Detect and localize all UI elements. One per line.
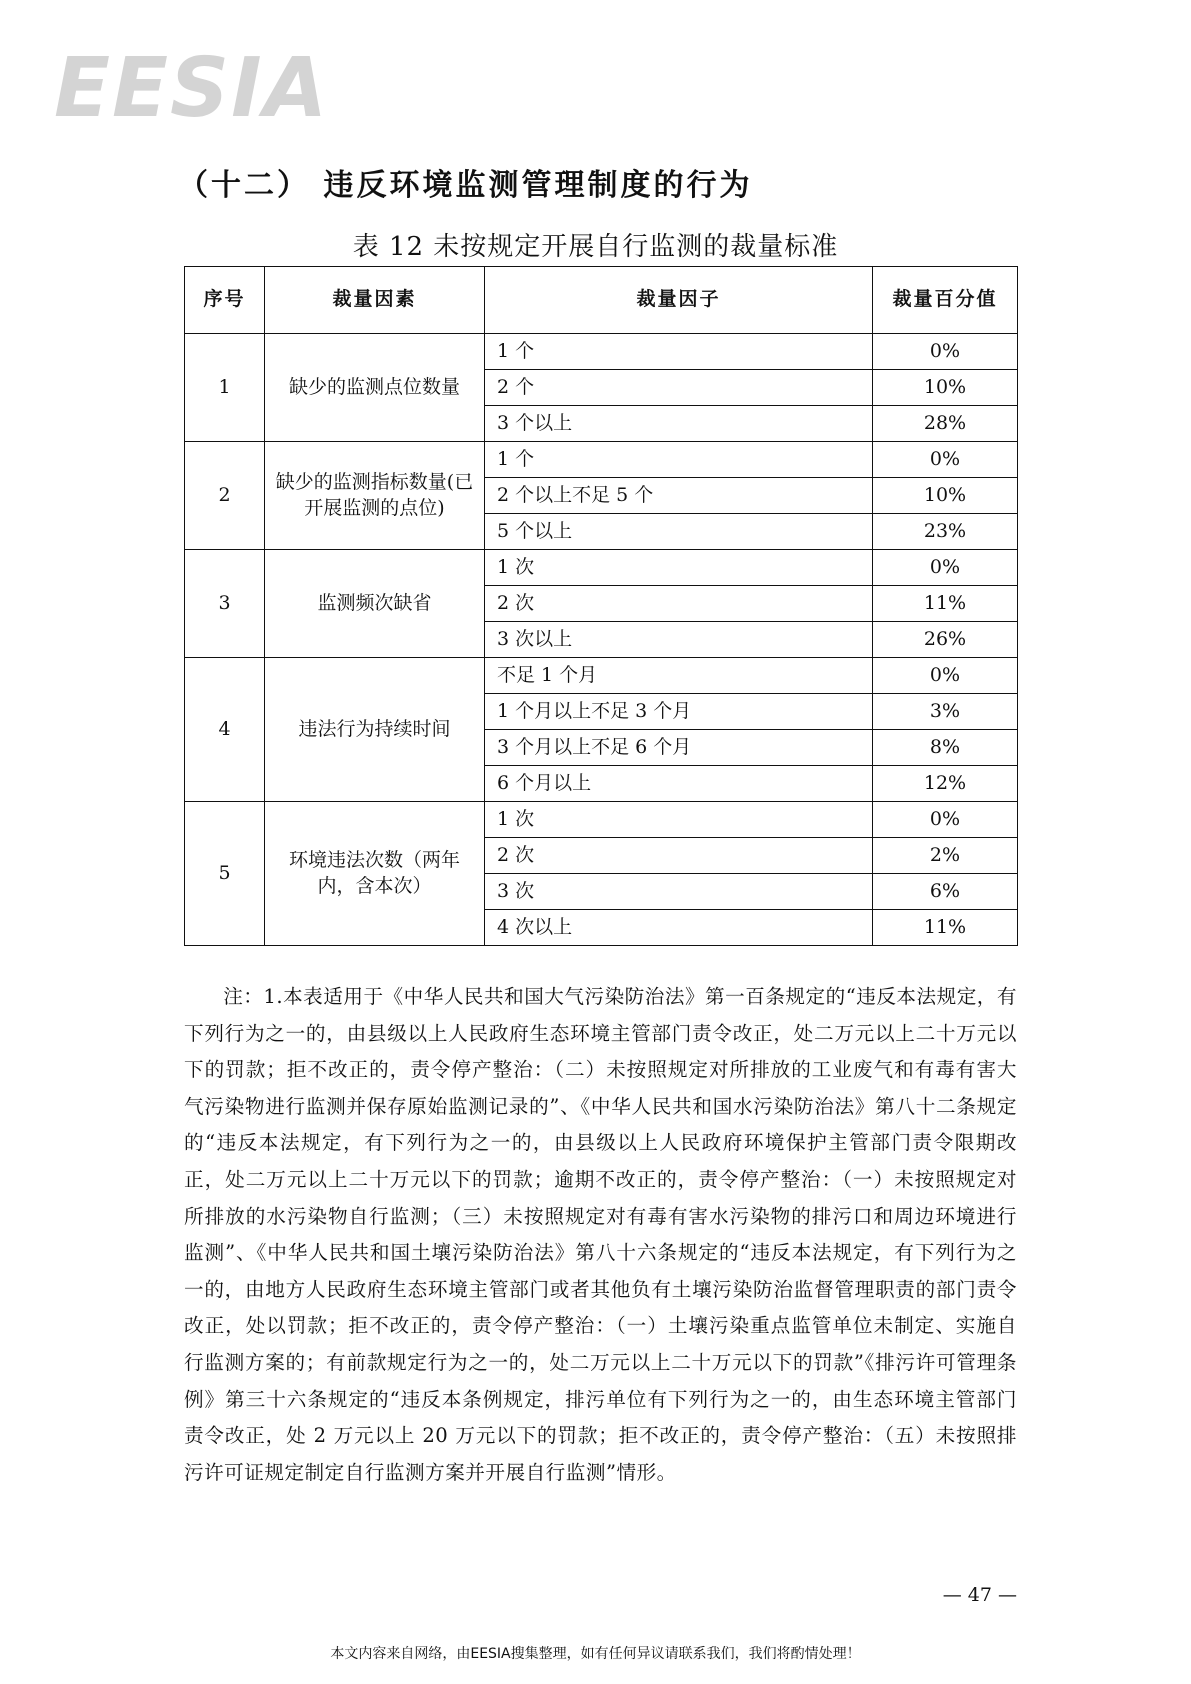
row-seq-number: 5 <box>185 802 265 946</box>
table-row <box>185 658 1018 694</box>
row-sub-factor: 2 个以上不足 5 个 <box>485 478 873 514</box>
row-percentage: 11% <box>873 910 1018 946</box>
row-percentage: 10% <box>873 370 1018 406</box>
page-number: — 47 — <box>942 1584 1017 1606</box>
row-percentage: 26% <box>873 622 1018 658</box>
header-percentage: 裁量百分值 <box>873 267 1018 334</box>
row-percentage: 0% <box>873 802 1018 838</box>
table-notes: 注：1.本表适用于《中华人民共和国大气污染防治法》第一百条规定的“违反本法规定，有下列行为之一的，由县级以上人民政府生态环境主管部门责令改正，处二万元以上二十万元以下的罚款；拒不改正的，责令停产整治：（二）未按照规定对所排放的工业废气和有毒有害大气污染物进行监测并保存原始监测记录的”、《中华人民共和国水污染防治法》第八十二条规定的“违反本法规定，有下列行为之一的，由县级以上人民政府环境保护主管部门责令限期改正，处二万元以上二十万元以下的罚款；逾期不改正的，责令停产整治：（一）未按照规定对所排放的水污染物自行监测；（三）未按照规定对有毒有害水污染物的排污口和周边环境进行监测”、《中华人民共和国土壤污染防治法》第八十六条规定的“违反本法规定，有下列行为之一的，由地方人民政府生态环境主管部门或者其他负有土壤污染防治监督管理职责的部门责令改正，处以罚款；拒不改正的，责令停产整治：（一）土壤污染重点监管单位未制定、实施自行监测方案的；有前款规定行为之一的，处二万元以上二十万元以下的罚款”《排污许可管理条例》第三十六条规定的“违反本条例规定，排污单位有下列行为之一的，由生态环境主管部门责令改正，处 2 万元以上 20 万元以下的罚款；拒不改正的，责令停产整治：（五）未按照排污许可证规定制定自行监测方案并开展自行监测”情形。 <box>184 985 1017 1484</box>
header-sub-factor: 裁量因子 <box>485 267 873 334</box>
row-seq-number: 2 <box>185 442 265 550</box>
table-row <box>185 550 1018 586</box>
section-heading: （十二） 违反环境监测管理制度的行为 <box>178 168 753 203</box>
row-sub-factor: 3 个以上 <box>485 406 873 442</box>
eesia-watermark-logo: EESIA <box>54 41 330 136</box>
table-row <box>185 334 1018 370</box>
row-percentage: 0% <box>873 658 1018 694</box>
table-row <box>185 802 1018 838</box>
table-body <box>185 334 1018 946</box>
row-discretion-factor: 缺少的监测指标数量(已开展监测的点位) <box>265 442 485 550</box>
row-seq-number: 3 <box>185 550 265 658</box>
discretion-table-container <box>184 266 1017 946</box>
table-row <box>185 442 1018 478</box>
row-percentage: 0% <box>873 442 1018 478</box>
header-factor: 裁量因素 <box>265 267 485 334</box>
table-header-row <box>185 267 1018 334</box>
footer-disclaimer: 本文内容来自网络，由EESIA搜集整理，如有任何异议请联系我们，我们将酌情处理！ <box>330 1646 861 1662</box>
discretion-standard-table <box>184 266 1018 946</box>
table-title: 表 12 未按规定开展自行监测的裁量标准 <box>352 232 839 262</box>
row-percentage: 2% <box>873 838 1018 874</box>
row-sub-factor: 1 个 <box>485 442 873 478</box>
row-sub-factor: 3 个月以上不足 6 个月 <box>485 730 873 766</box>
row-seq-number: 4 <box>185 658 265 802</box>
row-sub-factor: 5 个以上 <box>485 514 873 550</box>
row-percentage: 0% <box>873 550 1018 586</box>
row-discretion-factor: 违法行为持续时间 <box>265 658 485 802</box>
row-percentage: 23% <box>873 514 1018 550</box>
row-sub-factor: 2 个 <box>485 370 873 406</box>
row-sub-factor: 2 次 <box>485 586 873 622</box>
row-sub-factor: 4 次以上 <box>485 910 873 946</box>
row-discretion-factor: 监测频次缺省 <box>265 550 485 658</box>
row-sub-factor: 3 次以上 <box>485 622 873 658</box>
row-discretion-factor: 环境违法次数（两年内，含本次） <box>265 802 485 946</box>
row-sub-factor: 2 次 <box>485 838 873 874</box>
row-discretion-factor: 缺少的监测点位数量 <box>265 334 485 442</box>
row-sub-factor: 1 个 <box>485 334 873 370</box>
row-sub-factor: 不足 1 个月 <box>485 658 873 694</box>
row-percentage: 8% <box>873 730 1018 766</box>
row-percentage: 11% <box>873 586 1018 622</box>
row-percentage: 12% <box>873 766 1018 802</box>
row-sub-factor: 1 次 <box>485 802 873 838</box>
row-percentage: 3% <box>873 694 1018 730</box>
row-percentage: 10% <box>873 478 1018 514</box>
row-percentage: 6% <box>873 874 1018 910</box>
row-seq-number: 1 <box>185 334 265 442</box>
row-percentage: 0% <box>873 334 1018 370</box>
header-seq: 序号 <box>185 267 265 334</box>
row-sub-factor: 6 个月以上 <box>485 766 873 802</box>
row-sub-factor: 1 个月以上不足 3 个月 <box>485 694 873 730</box>
row-sub-factor: 1 次 <box>485 550 873 586</box>
row-percentage: 28% <box>873 406 1018 442</box>
row-sub-factor: 3 次 <box>485 874 873 910</box>
